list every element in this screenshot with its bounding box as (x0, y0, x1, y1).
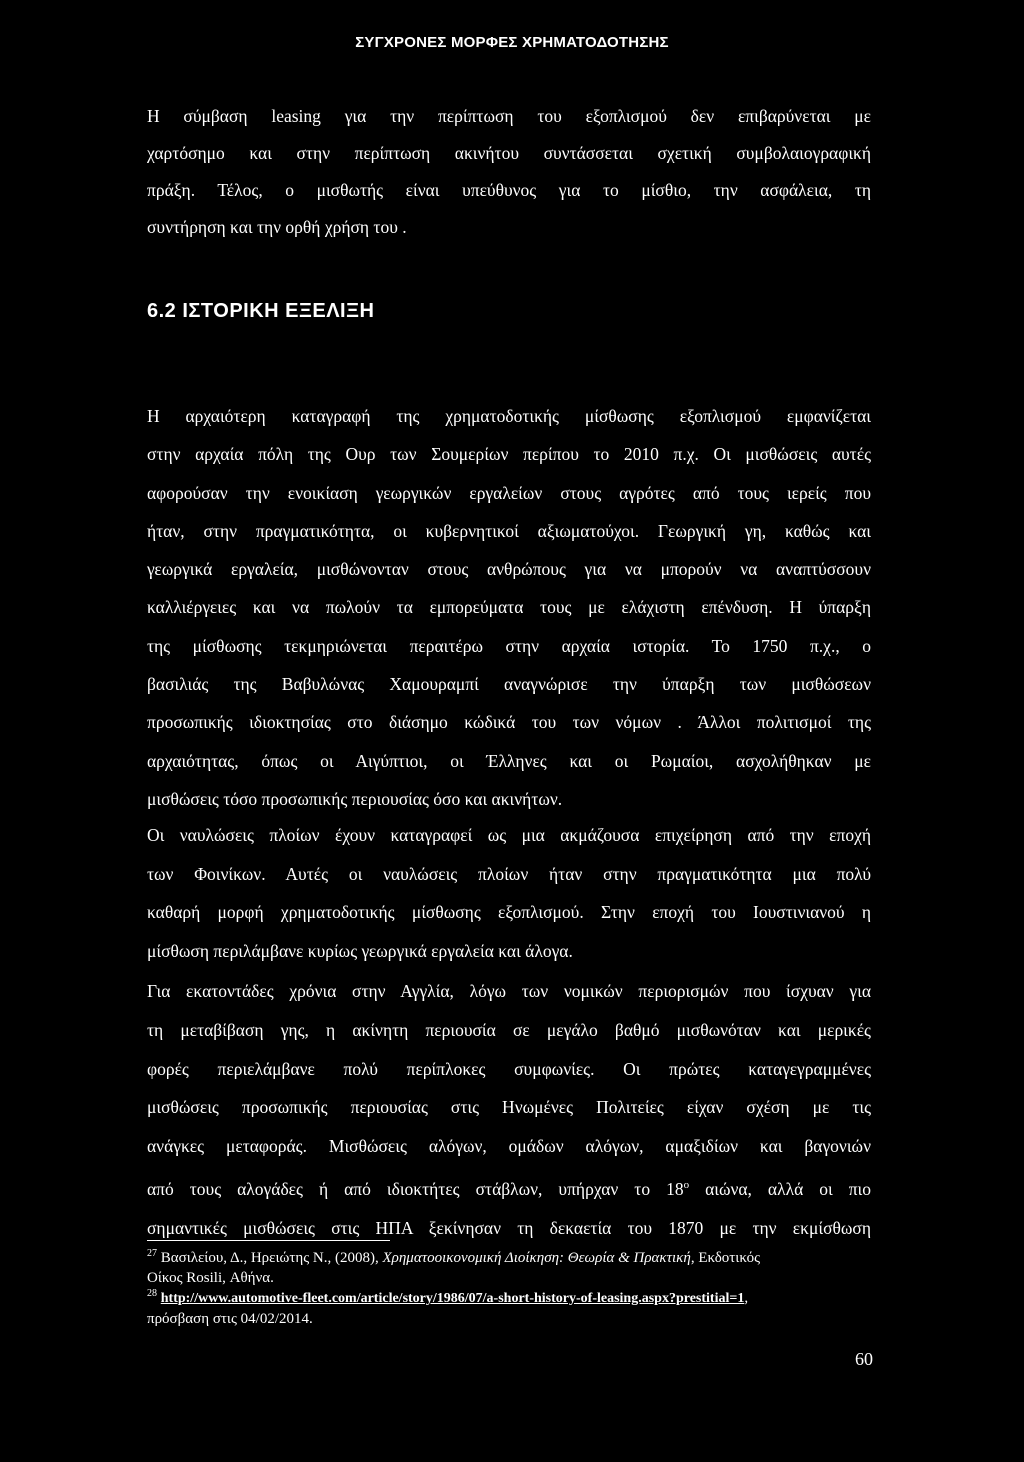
text-line: ήταν, στην πραγματικότητα, οι κυβερνητικοί αξιωματούχοι. Γεωργική γη, καθώς και (147, 520, 871, 541)
text-line (147, 1166, 871, 1209)
paragraph-ship-charters (147, 816, 871, 970)
text-line: χαρτόσημο και στην περίπτωση ακινήτου συντάσσεται σχετική συμβολαιογραφική (147, 143, 871, 163)
text-line: μισθώσεις προσωπικής περιουσίας στις Ηνωμένες Πολιτείες είχαν σχέση με τις (147, 1097, 871, 1118)
text-line: συντήρηση και την ορθή χρήση του . (147, 217, 407, 237)
paragraph-history (147, 397, 871, 818)
text-line: σημαντικές μισθώσεις στις ΗΠΑ ξεκίνησαν τη δεκαετία του 1870 με την εκμίσθωση (147, 1217, 871, 1238)
paragraph-england-usa (147, 972, 871, 1247)
footnote-comma: , (744, 1290, 749, 1306)
text-line: των Φοινίκων. Αυτές οι ναυλώσεις πλοίων ήταν στην πραγματικότητα μια πολύ (147, 863, 871, 884)
text-line: μισθώσεις τόσο προσωπικής περιουσίας όσο και ακινήτων. (147, 788, 563, 809)
footnote-divider (147, 1240, 390, 1241)
text-line: αφορούσαν την ενοικίαση γεωργικών εργαλείων στους αγρότες από τους ιερείς που (147, 482, 871, 503)
text-line: στην αρχαία πόλη της Ουρ των Σουμερίων περίπου το 2010 π.χ. Οι μισθώσεις αυτές (147, 444, 871, 465)
footnote-publisher-line: Οίκος Rosili, Αθήνα. (147, 1270, 274, 1286)
text-line: Η αρχαιότερη καταγραφή της χρηματοδοτικής μίσθωσης εξοπλισμού εμφανίζεται (147, 406, 871, 426)
text-line: καθαρή μορφή χρηματοδοτικής μίσθωσης εξοπλισμού. Στην εποχή του Ιουστινιανού η (147, 902, 871, 922)
text-line: προσωπικής ιδιοκτησίας στο διάσημο κώδικά του των νόμων . Άλλοι πολιτισμοί της (147, 712, 871, 733)
text-line: Οι ναυλώσεις πλοίων έχουν καταγραφεί ως μια ακμάζουσα επιχείρηση από την εποχή (147, 825, 871, 845)
footnote-27 (147, 1248, 882, 1288)
text-line: πράξη. Τέλος, ο μισθωτής είναι υπεύθυνος για το μίσθιο, την ασφάλεια, τη (147, 180, 871, 200)
footnotes (147, 1248, 882, 1329)
paragraph-leasing-contract (147, 98, 871, 246)
text-line: γεωργικά εργαλεία, μισθώνονταν στους ανθρώπους για να μπορούν να αναπτύσσουν (147, 559, 871, 580)
text-line: της μίσθωσης τεκμηριώνεται περαιτέρω στην αρχαία ιστορία. Το 1750 π.χ., ο (147, 635, 871, 656)
text-line: φορές περιελάμβανε πολύ περίπλοκες συμφωνίες. Οι πρώτες καταγεγραμμένες (147, 1058, 871, 1079)
text-line: αρχαιότητας, όπως οι Αιγύπτιοι, οι Έλληνες και οι Ρωμαίοι, ασχολήθηκαν με (147, 750, 871, 771)
text-segment: αιώνα, αλλά οι πιο (689, 1178, 871, 1199)
footnote-28 (147, 1288, 882, 1309)
footnote-url-link[interactable]: http://www.automotive-fleet.com/article/story/1986/07/a-short-history-of-leasing.aspx?prestitial=1 (160, 1291, 745, 1306)
text-line: Η σύμβαση leasing για την περίπτωση του εξοπλισμού δεν επιβαρύνεται με (147, 106, 871, 126)
text-line: καλλιέργειες και να πωλούν τα εμπορεύματα τους με ελάχιστη επένδυση. Η ύπαρξη (147, 597, 871, 618)
text-segment: από τους αλογάδες ή από ιδιοκτήτες στάβλων, υπήρχαν το 18 (147, 1178, 684, 1199)
footnote-access-date: πρόσβαση στις 04/02/2014. (147, 1311, 313, 1327)
text-line: ανάγκες μεταφοράς. Μισθώσεις αλόγων, ομάδων αλόγων, αμαξιδίων και βαγονιών (147, 1136, 871, 1157)
text-line: μίσθωση περιλάμβανε κυρίως γεωργικά εργαλεία και άλογα. (147, 940, 573, 961)
footnote-publisher: , Εκδοτικός (690, 1250, 761, 1266)
text-line: βασιλιάς της Βαβυλώνας Χαμουραμπί αναγνώρισε την ύπαρξη των μισθώσεων (147, 674, 871, 695)
superscript-ordinal: ο (683, 1178, 690, 1191)
running-header: ΣΥΓΧΡΟΝΕΣ ΜΟΡΦΕΣ ΧΡΗΜΑΤΟΔΟΤΗΣΗΣ (355, 34, 669, 51)
section-heading: 6.2 ΙΣΤΟΡΙΚΗ ΕΞΕΛΙΞΗ (147, 300, 375, 322)
footnote-number: 28 (147, 1288, 157, 1299)
text-line: Για εκατοντάδες χρόνια στην Αγγλία, λόγω των νομικών περιορισμών που ίσχυαν για (147, 981, 871, 1001)
footnote-book-title: Χρηματοοικονομική Διοίκηση: Θεωρία & Πρακτική (382, 1250, 691, 1266)
footnote-number: 27 (147, 1248, 157, 1259)
footnote-authors: Βασιλείου, Δ., Ηρειώτης Ν., (2008), (157, 1250, 383, 1266)
page-number: 60 (855, 1349, 873, 1369)
text-line: τη μεταβίβαση γης, η ακίνητη περιουσία σε μεγάλο βαθμό μισθωνόταν και μερικές (147, 1019, 871, 1040)
